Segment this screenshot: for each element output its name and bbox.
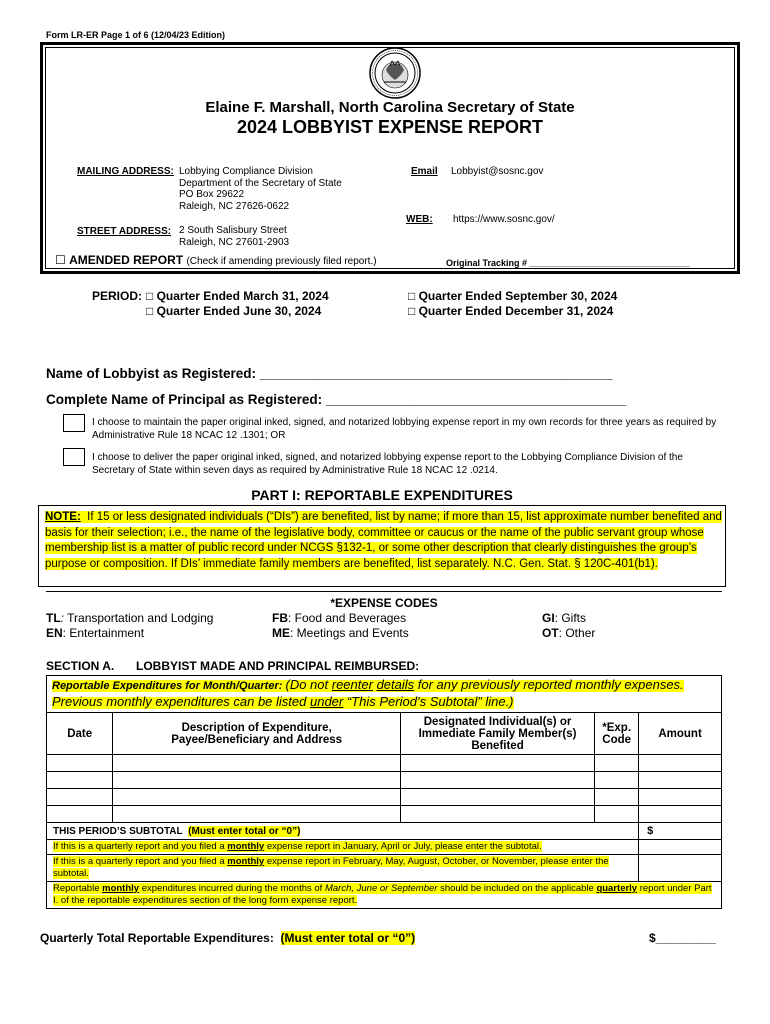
subtotal-amount-cell[interactable] (639, 855, 722, 882)
code-item: EN: Entertainment (46, 626, 145, 640)
quarterly-total-row (40, 931, 415, 945)
table-row[interactable] (47, 806, 722, 823)
choice-maintain-text: I choose to maintain the paper original inked, signed, and notarized lobbying expense report in my own records for three years as required by Administrative Rule 18 NCAC 12 .1301; OR (92, 417, 717, 441)
section-a-title: LOBBYIST MADE AND PRINCIPAL REIMBURSED: (136, 659, 420, 673)
period-option-q4[interactable]: □ Quarter Ended December 31, 2024 (408, 304, 614, 318)
code-item: TL: Transportation and Lodging (46, 611, 214, 625)
table-row[interactable] (47, 789, 722, 806)
code-item: GI: Gifts (542, 611, 587, 625)
note-label: NOTE: (45, 511, 81, 523)
col-exp-code: *Exp. Code (595, 713, 639, 755)
email-value[interactable]: Lobbyist@sosnc.gov (451, 166, 544, 177)
period-option-q1[interactable]: □ Quarter Ended March 31, 2024 (146, 289, 329, 303)
mailing-line: Lobbying Compliance Division (179, 166, 313, 177)
email-label: Email (411, 166, 438, 177)
code-item: FB: Food and Beverages (272, 611, 407, 625)
expense-table (46, 675, 722, 909)
codes-title: *EXPENSE CODES (330, 596, 438, 610)
codes-divider (46, 591, 722, 592)
nc-state-seal-icon (368, 46, 422, 100)
subtotal-note-row: If this is a quarterly report and you filed a monthly expense report in February, May, August, October, or November, please enter the subtotal. (47, 855, 722, 882)
web-label: WEB: (406, 214, 433, 225)
amended-label: AMENDED REPORT (69, 253, 184, 267)
section-a-label: SECTION A. (46, 659, 115, 673)
subtotal-note-row: Reportable monthly expenditures incurred during the months of March, June or September should be included on the applicable quarterly report under Part I. of the reportable expenditures section of the long form expense report. (47, 882, 722, 909)
col-designated: Designated Individual(s) or Immediate Family Member(s) Benefited (400, 713, 594, 755)
part1-title: PART I: REPORTABLE EXPENDITURES (251, 487, 513, 503)
period-options-left (146, 289, 329, 319)
mailing-address-label: MAILING ADDRESS: (77, 166, 174, 177)
tracking-field[interactable]: Original Tracking # ________________________________ (446, 258, 690, 268)
mailing-line: PO Box 29622 (179, 189, 245, 200)
subtotal-amount[interactable]: $ (639, 823, 722, 840)
table-row[interactable] (47, 772, 722, 789)
amended-checkbox[interactable]: ☐ (55, 253, 66, 267)
subtotal-note-row: If this is a quarterly report and you filed a monthly expense report in January, April or July, please enter the subtotal. (47, 840, 722, 855)
mailing-line: Raleigh, NC 27626-0622 (179, 200, 290, 212)
table-row[interactable] (47, 755, 722, 772)
table-header-row (47, 713, 722, 755)
note-text: If 15 or less designated individuals (“DIs”) are benefited, list by name; if more than 15, list approximate number benefited and basis for their selection; i.e., the name of the legislative body, committee or caucus or the name of the public servant group whose membership list is a matter of public record under NCGS §132-1, or some other description that clearly distinguishes the group’s purpose or composition. If DIs’ immediate family members are benefited, list separately. N.C. Gen. Stat. § 120C-401(b1). (45, 511, 722, 570)
quarterly-total-label: Quarterly Total Reportable Expenditures: (40, 931, 274, 945)
amended-report-row (55, 253, 377, 267)
period-option-q2[interactable]: □ Quarter Ended June 30, 2024 (146, 304, 322, 318)
form-id: Form LR-ER Page 1 of 6 (12/04/23 Edition) (46, 30, 226, 40)
col-description: Description of Expenditure, Payee/Beneficiary and Address (113, 713, 401, 755)
subtotal-label: THIS PERIOD’S SUBTOTAL (53, 825, 183, 837)
report-title: 2024 LOBBYIST EXPENSE REPORT (236, 117, 544, 137)
note-paragraph (45, 510, 725, 572)
street-line: Raleigh, NC 27601-2903 (179, 236, 290, 248)
choice-maintain-checkbox[interactable] (63, 414, 85, 432)
subtotal-amount-cell[interactable] (639, 840, 722, 855)
mailing-address (179, 166, 342, 212)
subtotal-row (47, 823, 722, 840)
intro-bold: Reportable Expenditures for Month/Quarter: (52, 680, 283, 692)
principal-name-field[interactable]: Complete Name of Principal as Registered: ________________________________________ (46, 392, 627, 407)
col-amount: Amount (639, 713, 722, 755)
choice-deliver-text: I choose to deliver the paper original inked, signed, and notarized lobbying expense report to the Lobbying Compliance Division of the Secretary of State within seven days as required by Administrative Rule 18 NCAC 12 .0214. (92, 452, 683, 476)
choice-deliver-checkbox[interactable] (63, 448, 85, 466)
official-name: Elaine F. Marshall, North Carolina Secretary of State (205, 99, 575, 116)
subtotal-must: (Must enter total or “0”) (188, 825, 301, 837)
street-line: 2 South Salisbury Street (179, 225, 287, 236)
quarterly-total-amount[interactable]: $_________ (649, 931, 716, 945)
quarterly-total-must: (Must enter total or “0”) (280, 931, 416, 945)
code-item: OT: Other (542, 626, 596, 640)
street-address (179, 225, 289, 248)
amended-note: (Check if amending previously filed report.) (186, 256, 377, 267)
intro-row: Reportable Expenditures for Month/Quarter: (Do not reenter details for any previously reported monthly expenses. Previous monthly expenditures can be listed under “This Period’s Subtotal” line.) (47, 676, 722, 713)
code-item: ME: Meetings and Events (272, 626, 409, 640)
street-address-label: STREET ADDRESS: (77, 226, 172, 237)
mailing-line: Department of the Secretary of State (179, 177, 342, 189)
web-value[interactable]: https://www.sosnc.gov/ (453, 214, 555, 225)
period-label: PERIOD: (92, 289, 143, 303)
col-date: Date (47, 713, 113, 755)
period-option-q3[interactable]: □ Quarter Ended September 30, 2024 (408, 289, 618, 303)
lobbyist-name-field[interactable]: Name of Lobbyist as Registered: _______________________________________________ (46, 366, 613, 381)
period-options-right (408, 289, 617, 319)
